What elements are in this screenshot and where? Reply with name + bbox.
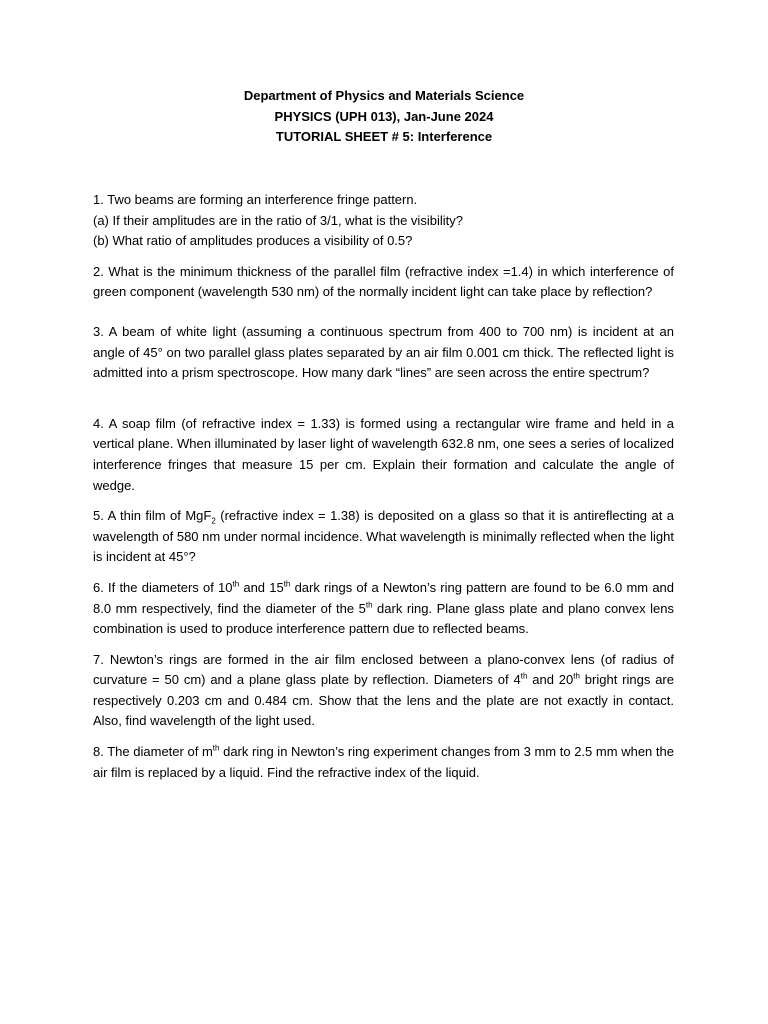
question-6-text-3: dark rings of a Newton’s ring pattern are found to be 6.0 mm and 8.0 mm respectively, find the diameter of the 5 — [93, 579, 675, 616]
question-5-text-2: (refractive index = 1.38) is deposited on a glass so that it is antireflecting at a wavelength of 580 nm under normal incidence. What wavelength is minimally reflected when the light is incident at 45°? — [93, 508, 674, 565]
question-6-superscript-2: th — [283, 579, 291, 589]
question-6-text-2: and 15 — [239, 579, 284, 595]
question-6 — [93, 578, 674, 640]
question-7-text-3: bright rings are respectively 0.203 cm and 0.484 cm. Show that the lens and the plate are not exactly in contact. Also, find wavelength of the light used. — [93, 672, 674, 729]
question-8-text-1: 8. The diameter of m — [93, 744, 213, 760]
question-8-superscript: th — [212, 743, 220, 753]
question-5-text-1: 5. A thin film of MgF — [93, 508, 212, 524]
question-6-text-4: dark ring. Plane glass plate and plano convex lens combination is used to produce interference pattern due to reflected beams. — [93, 600, 674, 637]
question-7-text-1: 7. Newton’s rings are formed in the air film enclosed between a plano-convex lens (of radius of curvature = 50 cm) and a plane glass plate by reflection. Diameters of 4 — [93, 651, 674, 688]
question-7-superscript-1: th — [520, 671, 528, 681]
document-header — [0, 86, 768, 148]
question-1-part-b: (b) What ratio of amplitudes produces a visibility of 0.5? — [93, 233, 413, 249]
question-2: 2. What is the minimum thickness of the parallel film (refractive index =1.4) in which interference of green component (wavelength 530 nm) of the normally incident light can take place by reflection? — [93, 263, 674, 300]
question-7-superscript-2: th — [573, 671, 580, 681]
question-7-text-2: and 20 — [527, 672, 574, 688]
question-3: 3. A beam of white light (assuming a continuous spectrum from 400 to 700 nm) is incident at an angle of 45° on two parallel glass plates separated by an air film 0.001 cm thick. The reflected light is admitted into a prism spectroscope. How many dark “lines” are seen across the entire spectrum? — [93, 323, 674, 381]
question-6-text-1: 6. If the diameters of 10 — [93, 579, 233, 595]
question-6-superscript-1: th — [232, 579, 240, 589]
question-1-part-a: (a) If their amplitudes are in the ratio of 3/1, what is the visibility? — [93, 212, 463, 228]
course-title: PHYSICS (UPH 013), Jan-June 2024 — [274, 108, 494, 124]
question-8-text-2: dark ring in Newton’s ring experiment changes from 3 mm to 2.5 mm when the air film is replaced by a liquid. Find the refractive index of the liquid. — [93, 744, 674, 780]
question-1-stem: 1. Two beams are forming an interference fringe pattern. — [93, 192, 418, 207]
department-title: Department of Physics and Materials Science — [243, 88, 525, 103]
questions-list — [93, 190, 674, 783]
sheet-title: TUTORIAL SHEET # 5: Interference — [275, 129, 493, 144]
question-5-subscript: 2 — [211, 516, 216, 526]
question-7 — [93, 650, 674, 732]
question-5 — [93, 506, 674, 568]
question-8 — [93, 742, 674, 783]
question-6-superscript-3: th — [365, 600, 373, 610]
question-4: 4. A soap film (of refractive index = 1.33) is formed using a rectangular wire frame and held in a vertical plane. When illuminated by laser light of wavelength 632.8 nm, one sees a series of localized interference fringes that measure 15 per cm. Explain their formation and calculate the angle of wedge. — [93, 415, 674, 493]
question-1 — [93, 190, 674, 252]
